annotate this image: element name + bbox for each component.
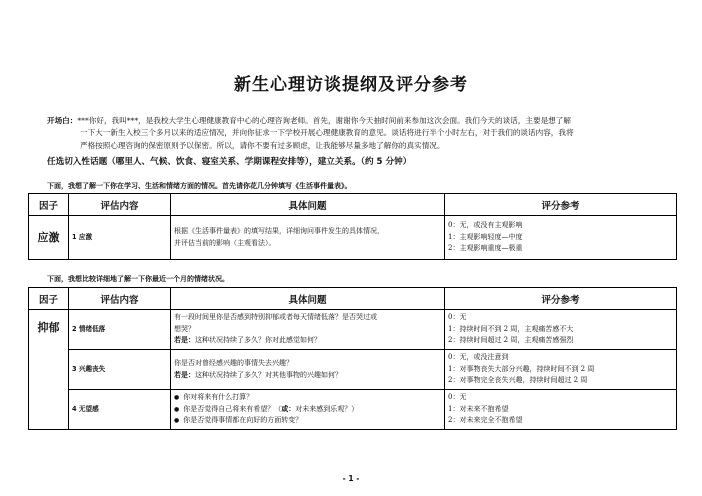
question-followup: 这种状况持续了多久？对其他事物的兴趣如何？: [195, 370, 342, 379]
header-question: 具体问题: [171, 194, 445, 216]
question-cell: [171, 216, 445, 260]
header-question: 具体问题: [171, 288, 445, 310]
question-line: 有一段时间里你是否感到特别抑郁或者每天情绪低落？是否哭过或: [174, 313, 377, 322]
topic-instruction: 任选切入性话题（哪里人、气候、饮食、寝室关系、学期课程安排等），建立关系。（约 5 分钟）: [47, 157, 412, 167]
depression-table: [28, 287, 677, 430]
factor-cell: 应激: [29, 216, 69, 260]
question-text: 对未来感到乐观？）: [295, 404, 359, 413]
stress-table: [28, 193, 677, 260]
intro-lead: 开场白：: [47, 116, 78, 125]
if-yes-label: 若是：: [174, 370, 195, 379]
table-header-row: [29, 288, 677, 310]
question-cell: [171, 310, 445, 350]
item-cell: 4 无望感: [69, 390, 171, 430]
score-cell: [445, 350, 677, 390]
page-number: - 1 -: [342, 474, 360, 483]
intro-line-2: 一下大一新生入校三个多月以来的适应情况，并向你征求一下学校开展心理健康教育的意见。谈话将进行半个小时左右，对于我们的谈话内容，我将: [80, 128, 574, 138]
score-line: 1：主观影响轻度—中度: [448, 232, 523, 241]
question-followup: 这种状况持续了多久？你对此感觉如何？: [195, 336, 321, 345]
intro-line-3: 严格按照心理咨询的保密原则予以保密。所以，请你不要有过多顾虑，让我能够尽量多地了解你的真实情况。: [80, 140, 445, 150]
question-bullet: ● 你对将来有什么打算？: [174, 392, 441, 404]
score-line: 2：主观影响重度—极重: [448, 244, 523, 253]
header-score: 评分参考: [445, 194, 677, 216]
table-row: [29, 310, 677, 350]
question-line: 你是否对曾经感兴趣的事情失去兴趣？: [174, 359, 293, 367]
score-cell: [445, 310, 677, 350]
question-cell: [171, 390, 445, 430]
header-factor: 因子: [29, 194, 69, 216]
question-cell: [171, 350, 445, 390]
score-line: 1：对事物丧失大部分兴趣，持续时间不到 2 周: [448, 364, 595, 373]
score-cell: [445, 216, 677, 260]
score-line: 0：无: [448, 313, 467, 322]
item-cell: 2 情绪低落: [69, 310, 171, 350]
score-line: 0：无: [448, 393, 467, 402]
factor-cell: 抑郁: [29, 310, 69, 430]
score-line: 2：持续时间超过 2 周，主观痛苦感强烈: [448, 336, 574, 345]
score-line: 2：对事物完全丧失兴趣，持续时间超过 2 周: [448, 376, 588, 385]
header-content: 评估内容: [69, 194, 171, 216]
item-cell: 3 兴趣丧失: [69, 350, 171, 390]
score-line: 0：无，或没有主观影响: [448, 221, 523, 230]
question-line: [174, 370, 441, 382]
question-bullet: ● 你是否觉得事情都在向好的方面转变？: [174, 415, 441, 427]
question-line: [174, 335, 441, 347]
question-text: 你是否觉得自己将来有希望？（: [183, 404, 282, 413]
score-line: 1：持续时间不到 2 周，主观痛苦感不大: [448, 324, 574, 333]
item-cell: 1 应激: [69, 216, 171, 260]
score-cell: [445, 390, 677, 430]
table-header-row: [29, 194, 677, 216]
question-line: 根据《生活事件量表》的填写结果，详细询问事件发生的具体情况，: [174, 227, 384, 235]
table-row: [29, 216, 677, 260]
page-title: 新生心理访谈提纲及评分参考: [234, 75, 468, 95]
question-line: 并评估当前的影响（主观看法）。: [174, 238, 276, 247]
question-line: 想哭？: [174, 324, 195, 333]
header-score: 评分参考: [445, 288, 677, 310]
section2-lead: 下面，我想比较详细地了解一下你最近一个月的情绪状况。: [47, 275, 229, 283]
score-line: 0：无，或没注意到: [448, 353, 509, 362]
table-row: [29, 390, 677, 430]
intro-paragraph: [47, 115, 672, 152]
intro-line-1: ***你好，我叫***，是我校大学生心理健康教育中心的心理咨询老师。首先，谢谢你今天抽时间前来参加这次会面。我们今天的谈话，主要是想了解: [77, 116, 571, 125]
header-factor: 因子: [29, 288, 69, 310]
score-line: 1：对未来不抱希望: [448, 404, 509, 413]
section1-lead: 下面，我想了解一下你在学习、生活和情绪方面的情况。首先请你花几分钟填写《生活事件量表》。: [47, 182, 352, 190]
if-yes-label: 若是：: [174, 336, 195, 345]
table-row: [29, 350, 677, 390]
score-line: 2：对未来完全不抱希望: [448, 416, 523, 425]
or-label: 或：: [281, 404, 296, 413]
question-bullet: [174, 404, 441, 416]
header-content: 评估内容: [69, 288, 171, 310]
